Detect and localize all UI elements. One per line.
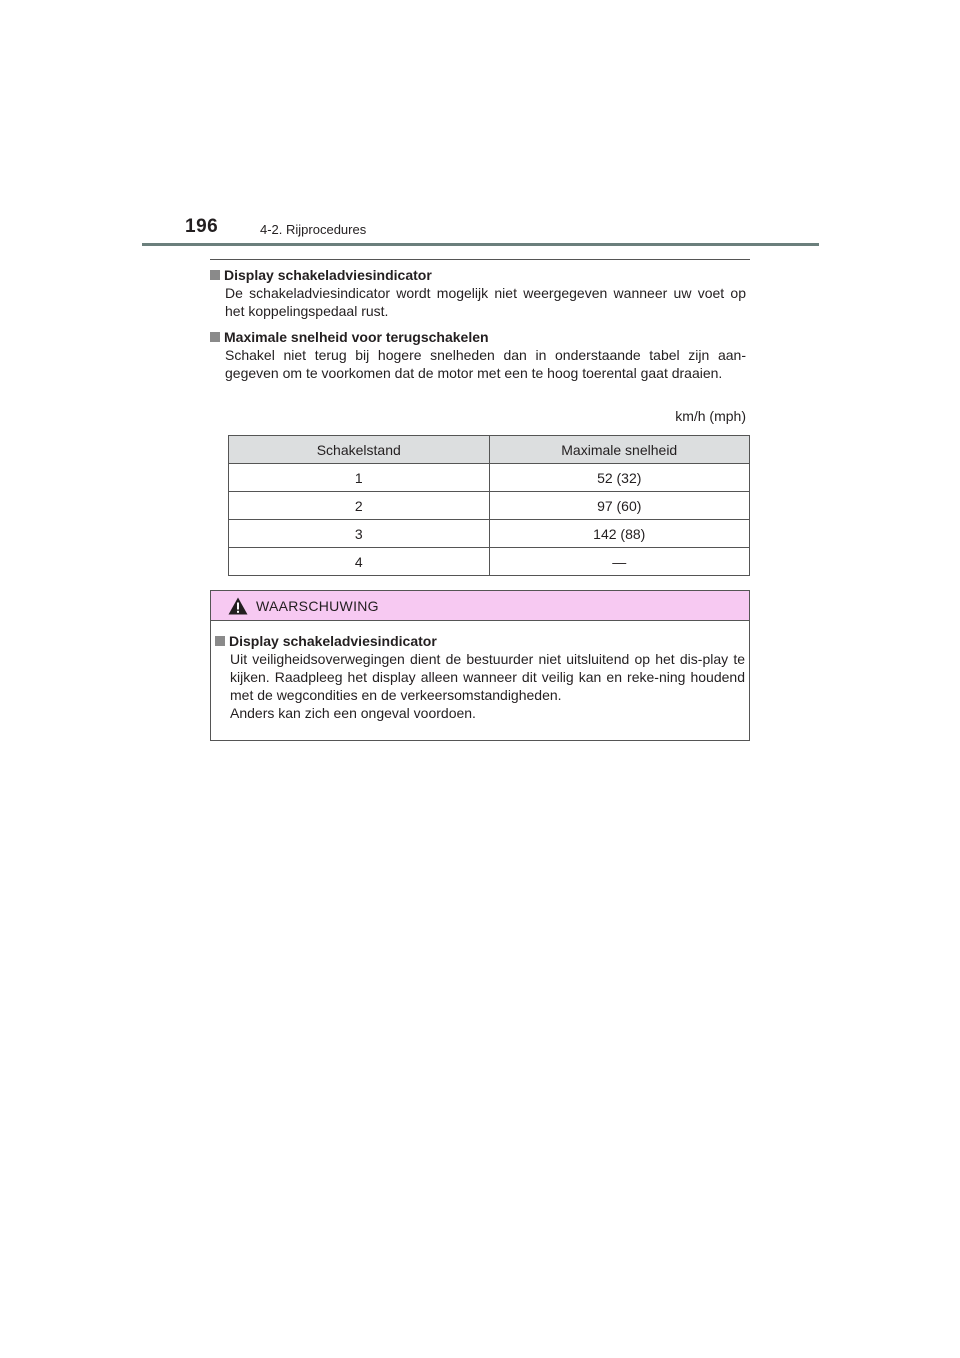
section-heading	[210, 328, 746, 346]
section-max-speed	[210, 328, 746, 382]
warning-paragraph: Uit veiligheidsoverwegingen dient de bestuurder niet uitsluitend op het dis-play te kijken. Raadpleeg het display alleen wanneer dit veilig kan en reke-ning houdend met de wegcondities en de verkeersomstandigheden.	[230, 651, 745, 703]
column-header-gear: Schakelstand	[229, 436, 490, 464]
warning-header	[211, 591, 749, 621]
speed-cell: —	[489, 548, 750, 576]
square-bullet-icon	[210, 332, 220, 342]
speed-table	[228, 435, 750, 576]
table-header-row	[229, 436, 750, 464]
table-unit-label: km/h (mph)	[675, 408, 746, 424]
square-bullet-icon	[210, 270, 220, 280]
warning-title: WAARSCHUWING	[256, 597, 379, 614]
section-display-indicator	[210, 266, 746, 320]
content-top-rule	[210, 259, 750, 260]
warning-heading-text: Display schakeladviesindicator	[229, 633, 437, 649]
column-header-max-speed: Maximale snelheid	[489, 436, 750, 464]
square-bullet-icon	[215, 636, 225, 646]
table-row	[229, 548, 750, 576]
gear-cell: 1	[229, 464, 490, 492]
gear-cell: 3	[229, 520, 490, 548]
table-row	[229, 520, 750, 548]
warning-body	[211, 621, 749, 722]
warning-box	[210, 590, 750, 741]
gear-cell: 4	[229, 548, 490, 576]
table-row	[229, 492, 750, 520]
warning-triangle-icon	[228, 597, 248, 615]
section-body: Schakel niet terug bij hogere snelheden dan in onderstaande tabel zijn aan-gegeven om te voorkomen dat de motor met een te hoog toerental gaat draaien.	[225, 347, 746, 381]
section-heading	[210, 266, 746, 284]
warning-text	[230, 650, 745, 722]
header-rule	[142, 243, 819, 246]
warning-heading	[215, 632, 749, 650]
section-body: De schakeladviesindicator wordt mogelijk niet weergegeven wanneer uw voet op het koppelingspedaal rust.	[225, 285, 746, 319]
speed-cell: 52 (32)	[489, 464, 750, 492]
gear-cell: 2	[229, 492, 490, 520]
table-row	[229, 464, 750, 492]
section-heading-text: Maximale snelheid voor terugschakelen	[224, 329, 489, 345]
section-title: 4-2. Rijprocedures	[260, 222, 367, 237]
speed-cell: 97 (60)	[489, 492, 750, 520]
speed-cell: 142 (88)	[489, 520, 750, 548]
warning-paragraph: Anders kan zich een ongeval voordoen.	[230, 705, 476, 721]
section-heading-text: Display schakeladviesindicator	[224, 267, 432, 283]
page-number: 196	[185, 216, 219, 237]
